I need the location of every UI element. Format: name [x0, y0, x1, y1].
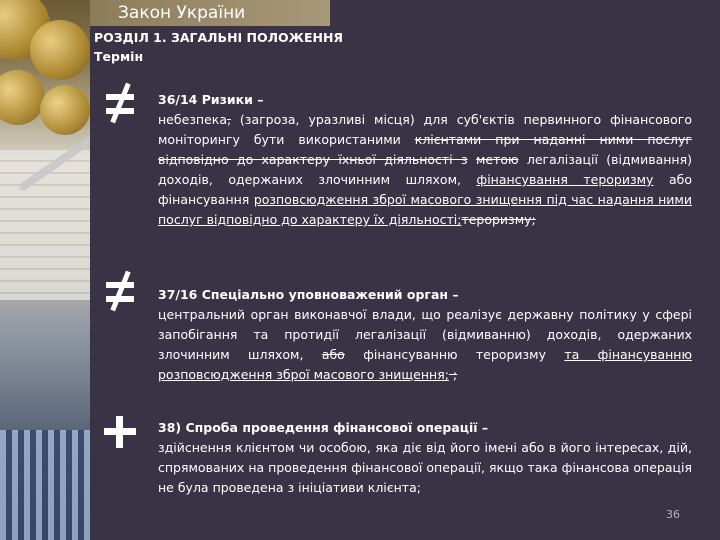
page-title: Закон України	[118, 3, 246, 23]
deleted-text: клієнтами при наданні ними послуг відповідно до характеру їхньої діяльності з	[158, 132, 692, 167]
entry-body	[158, 438, 692, 498]
section-heading: РОЗДІЛ 1. ЗАГАЛЬНІ ПОЛОЖЕННЯ	[94, 30, 344, 45]
text-segment: небезпека	[158, 112, 227, 127]
section-subheading: Термін	[94, 49, 144, 64]
entry-title: 37/16 Спеціально уповноважений орган –	[158, 287, 459, 302]
page-number: 36	[666, 508, 680, 521]
text-segment: або фінансування	[158, 172, 692, 207]
text-segment: (загроза, уразливі місця) для суб'єктів первинного фінансового моніторингу бути використаними	[158, 112, 692, 147]
text-segment: центральний орган виконавчої влади, що реалізує державну політику у сфері запобігання та протидії легалізації (відмиванню) доходів, одержаних злочинним шляхом,	[158, 307, 692, 362]
text-segment: фінансуванню тероризму	[344, 347, 565, 362]
entry-body	[158, 305, 692, 385]
entry-title: 38) Спроба проведення фінансової операції –	[158, 420, 489, 435]
not-equal-icon	[100, 84, 140, 124]
entry-title: 36/14 Ризики –	[158, 92, 264, 107]
plus-icon	[100, 412, 140, 452]
text-segment	[468, 152, 476, 167]
added-text: та фінансуванню розповсюдження зброї масового знищення;	[158, 347, 692, 382]
deleted-text: або	[321, 347, 345, 362]
deleted-text: метою	[475, 152, 519, 167]
not-equal-icon	[100, 272, 140, 312]
deleted-text: тероризму;	[461, 212, 536, 227]
deleted-text: ;	[448, 367, 458, 382]
entry-authorized-body	[158, 285, 692, 385]
entry-body	[158, 110, 692, 230]
added-text: розповсюдження зброї масового знищення під час надання ними послуг відповідно до характеру їх діяльності;	[158, 192, 692, 227]
decorative-photo	[0, 0, 90, 540]
added-text: фінансування тероризму	[476, 172, 654, 187]
text-segment: легалізації (відмивання) доходів, одержаних злочинним шляхом,	[158, 152, 692, 187]
entry-risks	[158, 90, 692, 230]
text-segment: здійснення клієнтом чи особою, яка діє від його імені або в його інтересах, дій, спрямованих на проведення фінансової операції, якщо така фінансова операція не була проведена з ініціативи клієнта;	[158, 440, 692, 495]
deleted-text: ,	[226, 112, 231, 127]
entry-attempted-operation	[158, 418, 692, 498]
